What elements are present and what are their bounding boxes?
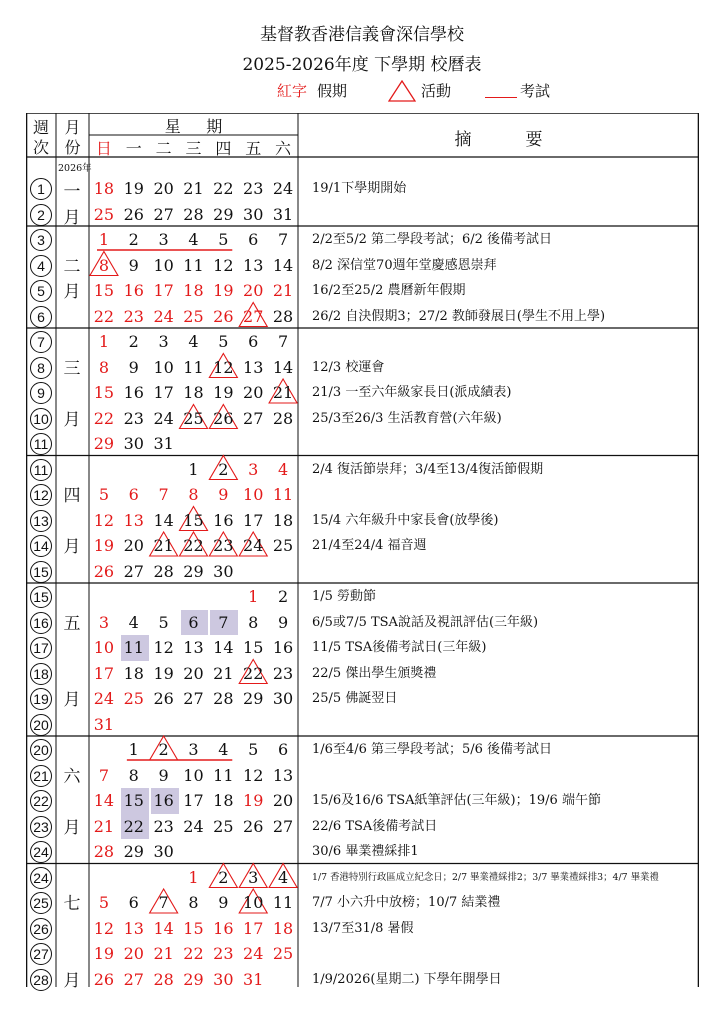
day-cell: 29: [93, 434, 115, 453]
day-cell: 19: [213, 281, 234, 300]
day-cell: 28: [183, 204, 204, 224]
day-cell: 9: [218, 893, 229, 912]
summary-note: 1/6至4/6 第三學段考試；5/6 後備考試日: [312, 742, 553, 757]
day-cell: 22: [213, 179, 234, 198]
month-header-top: 月: [64, 118, 81, 137]
day-cell: 19: [213, 383, 234, 402]
summary-note: 2/2至5/2 第二學段考試；6/2 後備考試日: [312, 232, 553, 247]
day-cell: 19: [93, 944, 115, 963]
week-number: 12: [30, 484, 52, 506]
day-cell: 7: [158, 893, 169, 912]
day-cell: 18: [272, 510, 294, 530]
day-cell: 24: [243, 536, 264, 555]
day-cell: 16: [153, 791, 174, 810]
day-cell: 5: [158, 612, 169, 632]
day-cell: 30: [272, 689, 294, 708]
day-cell: 25: [93, 204, 115, 224]
day-cell: 9: [128, 255, 139, 275]
day-cell: 15: [93, 383, 115, 402]
day-cell: 15: [93, 281, 115, 300]
day-cell: 11: [183, 357, 204, 377]
day-cell: 27: [153, 204, 174, 224]
day-cell: 2: [128, 332, 139, 351]
day-cell: 21: [183, 179, 204, 198]
week-number: 10: [30, 408, 52, 430]
summary-note: 16/2至25/2 農曆新年假期: [312, 283, 466, 298]
day-cell: 30: [213, 969, 234, 989]
day-cell: 16: [123, 281, 144, 300]
summary-note: 1/5 勞動節: [312, 589, 377, 604]
day-cell: 2: [218, 459, 229, 479]
weekday-5: 五: [245, 139, 262, 158]
week-number: 28: [30, 969, 52, 991]
week-number: 21: [30, 765, 52, 787]
day-cell: 23: [213, 944, 234, 963]
day-cell: 15: [183, 918, 204, 938]
day-cell: 22: [183, 944, 204, 963]
day-cell: 26: [213, 408, 234, 428]
day-cell: 28: [93, 842, 115, 861]
day-cell: 21: [93, 816, 115, 836]
day-cell: 8: [98, 255, 110, 275]
summary-note: 30/6 畢業禮綵排1: [312, 844, 419, 859]
legend-exam: 考試: [520, 82, 551, 100]
day-cell: 14: [153, 918, 174, 938]
day-cell: 1: [128, 740, 139, 759]
calendar-table: [26, 113, 699, 991]
day-cell: 7: [277, 230, 289, 249]
week-number: 14: [30, 535, 52, 557]
day-cell: 13: [243, 357, 264, 377]
day-cell: 20: [243, 383, 264, 402]
day-cell: 12: [93, 918, 115, 938]
summary-note: 8/2 深信堂70週年堂慶感恩崇拜: [312, 257, 497, 273]
day-cell: 30: [123, 434, 144, 453]
summary-note: 21/3 一至六年級家長日(派成績表): [312, 385, 512, 400]
day-cell: 24: [153, 306, 174, 326]
day-cell: 27: [123, 561, 144, 581]
underline-icon: [485, 97, 517, 98]
week-number: 25: [30, 892, 52, 914]
weekday-2: 二: [155, 139, 172, 158]
day-cell: 25: [183, 408, 204, 428]
day-cell: 19: [123, 179, 144, 198]
day-cell: 26: [243, 816, 264, 836]
day-cell: 13: [123, 510, 144, 530]
day-cell: 12: [153, 638, 174, 657]
day-cell: 30: [153, 842, 174, 861]
month-name: 三: [63, 358, 81, 379]
day-cell: 6: [128, 893, 139, 912]
summary-note: 1/9/2026(星期二) 下學年開學日: [312, 971, 502, 987]
legend-activity: 活動: [421, 82, 452, 100]
month-name: 六: [63, 766, 81, 787]
week-number: 8: [30, 357, 52, 379]
day-cell: 28: [272, 408, 294, 428]
day-cell: 31: [153, 434, 174, 453]
day-cell: 5: [218, 230, 229, 249]
day-cell: 7: [158, 485, 169, 504]
day-cell: 24: [93, 689, 115, 708]
day-cell: 6: [248, 230, 259, 249]
day-cell: 12: [93, 510, 115, 530]
day-cell: 14: [272, 255, 294, 275]
month-name: 五: [63, 613, 81, 634]
day-cell: 31: [272, 204, 294, 224]
week-number: 5: [30, 280, 52, 302]
day-cell: 21: [153, 944, 174, 963]
weekday-title: 星 期: [164, 117, 223, 136]
day-cell: 28: [213, 689, 234, 708]
day-cell: 20: [123, 944, 144, 963]
summary-note: 21/4至24/4 福音週: [312, 538, 427, 553]
day-cell: 18: [272, 918, 294, 938]
month-header-bottom: 份: [64, 138, 81, 157]
day-cell: 18: [183, 281, 204, 300]
day-cell: 17: [243, 510, 264, 530]
day-cell: 11: [272, 893, 294, 912]
week-number: 4: [30, 255, 52, 277]
weekday-4: 四: [215, 139, 232, 158]
day-cell: 11: [272, 485, 294, 504]
day-cell: 17: [153, 383, 174, 402]
week-number: 18: [30, 663, 52, 685]
day-cell: 26: [93, 561, 115, 581]
day-cell: 27: [272, 816, 294, 836]
day-cell: 30: [213, 561, 234, 581]
day-cell: 13: [243, 255, 264, 275]
week-number: 11: [30, 459, 52, 481]
day-cell: 4: [188, 230, 199, 249]
day-cell: 10: [153, 357, 174, 377]
week-number: 1: [30, 178, 52, 200]
calendar-title: 2025-2026年度 下學期 校曆表: [242, 55, 482, 75]
day-cell: 14: [93, 791, 115, 810]
day-cell: 26: [123, 204, 144, 224]
month-suffix: 月: [63, 282, 81, 302]
day-cell: 25: [213, 816, 234, 836]
day-cell: 3: [188, 740, 199, 759]
day-cell: 27: [183, 689, 204, 708]
week-number: 20: [30, 714, 52, 736]
day-cell: 28: [153, 969, 174, 989]
month-suffix: 月: [63, 207, 81, 228]
day-cell: 2: [218, 867, 229, 887]
day-cell: 11: [183, 255, 204, 275]
day-cell: 14: [153, 510, 174, 530]
day-cell: 23: [123, 408, 144, 428]
day-cell: 4: [128, 612, 139, 632]
day-cell: 23: [213, 536, 234, 555]
week-header-bottom: 次: [32, 138, 49, 157]
day-cell: 21: [272, 383, 294, 402]
week-number: 2: [30, 204, 52, 226]
summary-note: 15/6及16/6 TSA紙筆評估(三年級)；19/6 端午節: [312, 793, 601, 808]
day-cell: 18: [123, 663, 144, 683]
day-cell: 27: [243, 408, 264, 428]
week-number: 19: [30, 688, 52, 710]
day-cell: 23: [272, 663, 294, 683]
summary-note: 11/5 TSA後備考試日(三年級): [312, 640, 487, 655]
day-cell: 16: [213, 918, 234, 938]
month-name: 四: [63, 486, 81, 506]
month-suffix: 月: [63, 817, 81, 838]
day-cell: 1: [98, 230, 110, 249]
day-cell: 5: [98, 485, 110, 504]
month-name: 一: [63, 182, 81, 202]
day-cell: 28: [272, 306, 294, 326]
day-cell: 19: [153, 663, 174, 683]
month-name: 二: [63, 256, 81, 277]
day-cell: 29: [213, 204, 234, 224]
summary-note: 22/5 傑出學生頒獎禮: [312, 665, 437, 681]
summary-note: 13/7至31/8 暑假: [312, 920, 414, 936]
day-cell: 3: [248, 867, 259, 887]
day-cell: 9: [128, 357, 139, 377]
week-number: 20: [30, 739, 52, 761]
day-cell: 22: [183, 536, 204, 555]
day-cell: 8: [248, 612, 259, 632]
day-cell: 4: [188, 332, 199, 351]
day-cell: 31: [93, 714, 115, 734]
school-name: 基督教香港信義會深信學校: [260, 25, 464, 45]
day-cell: 16: [272, 638, 294, 657]
day-cell: 12: [243, 765, 264, 785]
week-number: 6: [30, 306, 52, 328]
day-cell: 20: [123, 536, 144, 555]
day-cell: 18: [93, 179, 115, 198]
week-number: 3: [30, 229, 52, 251]
day-cell: 21: [153, 536, 174, 555]
day-cell: 7: [98, 765, 110, 785]
week-number: 15: [30, 586, 52, 608]
day-cell: 9: [277, 612, 289, 632]
day-cell: 6: [248, 332, 259, 351]
day-cell: 1: [188, 867, 199, 887]
day-cell: 17: [93, 663, 115, 683]
day-cell: 25: [272, 536, 294, 555]
day-cell: 2: [277, 587, 289, 606]
summary-note: 12/3 校運會: [312, 359, 385, 375]
day-cell: 10: [93, 638, 115, 657]
weekday-6: 六: [275, 139, 292, 158]
day-cell: 3: [158, 332, 169, 351]
day-cell: 5: [248, 740, 259, 759]
week-header-top: 週: [32, 118, 49, 137]
day-cell: 10: [243, 893, 264, 912]
day-cell: 27: [243, 306, 264, 326]
day-cell: 3: [98, 612, 110, 632]
week-number: 23: [30, 816, 52, 838]
day-cell: 17: [183, 791, 204, 810]
triangle-icon: [388, 80, 416, 102]
summary-note: 25/5 佛誕翌日: [312, 691, 398, 706]
month-suffix: 月: [63, 409, 81, 430]
day-cell: 18: [213, 791, 234, 810]
month-suffix: 月: [63, 537, 81, 557]
day-cell: 9: [218, 485, 229, 504]
day-cell: 1: [248, 587, 259, 606]
day-cell: 5: [218, 332, 229, 351]
weekday-1: 一: [125, 139, 142, 158]
day-cell: 22: [123, 816, 144, 836]
day-cell: 1: [188, 459, 199, 479]
summary-note: 1/7 香港特別行政區成立紀念日；2/7 畢業禮綵排2；3/7 畢業禮綵排3；4/7 畢業禮: [312, 871, 659, 883]
day-cell: 17: [243, 918, 264, 938]
day-cell: 3: [158, 230, 169, 249]
summary-note: 22/6 TSA後備考試日: [312, 818, 438, 834]
day-cell: 24: [183, 816, 204, 836]
day-cell: 29: [183, 969, 204, 989]
week-number: 9: [30, 382, 52, 404]
day-cell: 2: [158, 740, 169, 759]
legend: [0, 80, 724, 104]
day-cell: 15: [243, 638, 264, 657]
day-cell: 10: [183, 765, 204, 785]
day-cell: 8: [98, 357, 110, 377]
day-cell: 20: [183, 663, 204, 683]
summary-note: 2/4 復活節崇拜；3/4至13/4復活節假期: [312, 461, 544, 477]
day-cell: 3: [248, 459, 259, 479]
month-suffix: 月: [63, 970, 81, 991]
week-number: 22: [30, 790, 52, 812]
day-cell: 25: [272, 944, 294, 963]
year-label: 2026年: [58, 163, 92, 174]
day-cell: 9: [158, 765, 169, 785]
summary-note: 25/3至26/3 生活教育營(六年級): [312, 410, 502, 426]
day-cell: 23: [123, 306, 144, 326]
day-cell: 13: [123, 918, 144, 938]
day-cell: 10: [243, 485, 264, 504]
day-cell: 24: [243, 944, 264, 963]
summary-note: 19/1下學期開始: [312, 181, 407, 196]
month-name: 七: [63, 894, 81, 914]
weekday-3: 三: [185, 139, 202, 158]
week-number: 24: [30, 867, 52, 889]
legend-holiday: 假期: [317, 82, 348, 100]
day-cell: 21: [272, 281, 294, 300]
week-number: 13: [30, 510, 52, 532]
day-cell: 31: [243, 969, 264, 989]
day-cell: 15: [123, 791, 144, 810]
day-cell: 10: [153, 255, 174, 275]
day-cell: 22: [93, 408, 115, 428]
day-cell: 29: [243, 689, 264, 708]
day-cell: 4: [277, 867, 289, 887]
day-cell: 8: [188, 485, 199, 504]
day-cell: 13: [272, 765, 294, 785]
day-cell: 20: [153, 179, 174, 198]
day-cell: 30: [243, 204, 264, 224]
summary-note: 15/4 六年級升中家長會(放學後): [312, 512, 499, 528]
day-cell: 16: [213, 510, 234, 530]
day-cell: 29: [183, 561, 204, 581]
day-cell: 21: [213, 663, 234, 683]
day-cell: 13: [183, 638, 204, 657]
day-cell: 12: [213, 255, 234, 275]
day-cell: 4: [277, 459, 289, 479]
day-cell: 23: [243, 179, 264, 198]
day-cell: 12: [213, 357, 234, 377]
day-cell: 25: [123, 689, 144, 708]
day-cell: 27: [123, 969, 144, 989]
legend-red-text: 紅字: [277, 82, 308, 100]
day-cell: 6: [128, 485, 139, 504]
day-cell: 2: [128, 230, 139, 249]
day-cell: 19: [93, 536, 115, 555]
day-cell: 4: [218, 740, 229, 759]
day-cell: 19: [243, 791, 264, 810]
day-cell: 26: [93, 969, 115, 989]
day-cell: 22: [243, 663, 264, 683]
week-number: 7: [30, 331, 52, 353]
summary-note: 26/2 自決假期3；27/2 教師發展日(學生不用上學): [312, 308, 606, 324]
day-cell: 11: [123, 638, 144, 657]
day-cell: 24: [272, 179, 294, 198]
week-number: 27: [30, 943, 52, 965]
day-cell: 26: [153, 689, 174, 708]
day-cell: 8: [188, 893, 199, 912]
day-cell: 17: [153, 281, 174, 300]
day-cell: 26: [213, 306, 234, 326]
day-cell: 11: [213, 765, 234, 785]
week-number: 16: [30, 612, 52, 634]
day-cell: 7: [277, 332, 289, 351]
day-cell: 20: [272, 791, 294, 810]
day-cell: 23: [153, 816, 174, 836]
week-number: 24: [30, 841, 52, 863]
week-number: 11: [30, 433, 52, 455]
day-cell: 6: [277, 740, 289, 759]
day-cell: 22: [93, 306, 115, 326]
day-cell: 15: [183, 510, 204, 530]
day-cell: 25: [183, 306, 204, 326]
day-cell: 20: [243, 281, 264, 300]
summary-note: 7/7 小六升中放榜；10/7 結業禮: [312, 895, 501, 910]
day-cell: 14: [213, 638, 234, 657]
day-cell: 6: [188, 612, 199, 632]
day-cell: 24: [153, 408, 174, 428]
summary-note: 6/5或7/5 TSA說話及視訊評估(三年級): [312, 614, 539, 630]
weekday-0: 日: [95, 139, 112, 158]
week-number: 15: [30, 561, 52, 583]
day-cell: 29: [123, 842, 144, 861]
day-cell: 18: [183, 383, 204, 402]
summary-header: 摘 要: [454, 130, 543, 150]
day-cell: 28: [153, 561, 174, 581]
month-suffix: 月: [63, 690, 81, 710]
week-number: 26: [30, 918, 52, 940]
day-cell: 1: [98, 332, 110, 351]
day-cell: 8: [128, 765, 139, 785]
day-cell: 14: [272, 357, 294, 377]
week-number: 17: [30, 637, 52, 659]
day-cell: 5: [98, 893, 110, 912]
day-cell: 7: [218, 612, 229, 632]
day-cell: 16: [123, 383, 144, 402]
